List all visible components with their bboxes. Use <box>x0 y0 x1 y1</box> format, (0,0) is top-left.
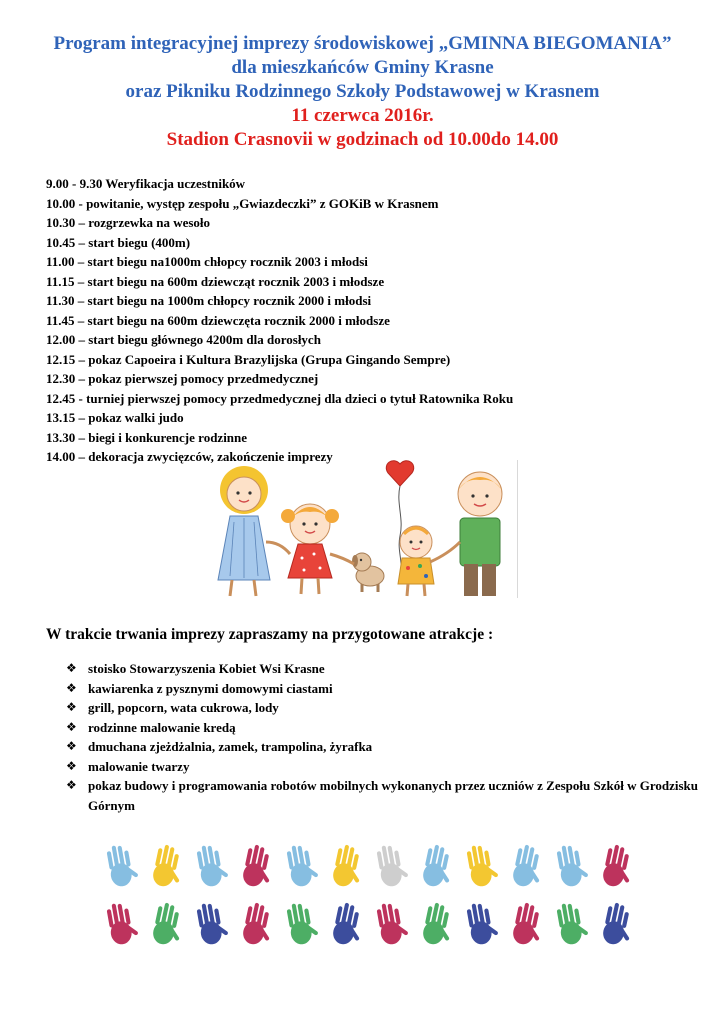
schedule-item: 12.00 – start biegu głównego 4200m dla dorosłych <box>46 332 321 347</box>
attraction-text: kawiarenka z pysznymi domowymi ciastami <box>88 680 333 696</box>
schedule-item: 12.30 – pokaz pierwszej pomocy przedmedycznej <box>46 371 319 386</box>
diamond-bullet-icon: ❖ <box>66 739 77 753</box>
header-date: 11 czerwca 2016r. <box>291 105 434 126</box>
document-header <box>0 32 725 152</box>
handprint-icon <box>376 900 410 946</box>
list-item <box>66 698 716 718</box>
schedule-item: 12.45 - turniej pierwszej pomocy przedmedycznej dla dzieci o tytuł Ratownika Roku <box>46 390 514 406</box>
handprint-icon <box>331 901 367 947</box>
diamond-bullet-icon: ❖ <box>66 778 77 792</box>
diamond-bullet-icon: ❖ <box>66 661 77 675</box>
handprint-icon <box>556 842 590 888</box>
handprint-icon <box>511 843 547 889</box>
schedule-item: 11.15 – start biegu na 600m dziewcząt rocznik 2003 i młodsze <box>46 273 385 289</box>
handprint-icon <box>376 842 410 888</box>
handprint-icon <box>106 900 140 946</box>
schedule-item: 13.30 – biegi i konkurencje rodzinne <box>46 429 248 445</box>
handprint-icon <box>151 843 187 889</box>
handprint-icon <box>556 900 590 946</box>
attractions-list <box>66 659 716 815</box>
handprint-icon <box>421 901 457 947</box>
schedule-item: 9.00 - 9.30 Weryfikacja uczestników <box>46 176 246 191</box>
schedule-item: 11.00 – start biegu na1000m chłopcy rocznik 2003 i młodsi <box>46 254 368 269</box>
list-item <box>66 737 716 757</box>
attraction-text: stoisko Stowarzyszenia Kobiet Wsi Krasne <box>88 661 325 676</box>
family-illustration-icon <box>204 458 520 600</box>
attractions-heading: W trakcie trwania imprezy zapraszamy na przygotowane atrakcje : <box>46 626 494 643</box>
event-schedule <box>46 174 716 467</box>
diamond-bullet-icon: ❖ <box>66 700 77 714</box>
attraction-text: grill, popcorn, wata cukrowa, lody <box>88 700 279 715</box>
list-item <box>66 776 716 815</box>
diamond-bullet-icon: ❖ <box>66 680 77 695</box>
attraction-text: rodzinne malowanie kredą <box>88 719 236 735</box>
header-title-line: Program integracyjnej imprezy środowiskowej „GMINNA BIEGOMANIA” <box>53 33 672 54</box>
schedule-item: 12.15 – pokaz Capoeira i Kultura Brazylijska (Grupa Gingando Sempre) <box>46 351 451 367</box>
handprint-icon <box>196 842 230 888</box>
handprint-icon <box>241 843 277 889</box>
handprint-icon <box>286 842 320 888</box>
header-venue-hours: Stadion Crasnovii w godzinach od 10.00do 14.00 <box>166 129 559 150</box>
handprint-icon <box>331 843 367 889</box>
list-item <box>66 659 716 679</box>
attraction-text: malowanie twarzy <box>88 758 190 774</box>
illustration-divider <box>517 460 518 598</box>
handprint-icon <box>196 900 230 946</box>
schedule-item: 13.15 – pokaz walki judo <box>46 410 184 425</box>
schedule-item: 14.00 – dekoracja zwycięzców, zakończenie imprezy <box>46 449 333 464</box>
schedule-item: 10.45 – start biegu (400m) <box>46 234 191 250</box>
handprint-icon <box>466 842 500 888</box>
schedule-item: 10.30 – rozgrzewka na wesoło <box>46 215 211 230</box>
handprint-icon <box>151 901 187 947</box>
header-subtitle-line: dla mieszkańców Gminy Krasne <box>231 57 494 78</box>
header-picnic-line: oraz Pikniku Rodzinnego Szkoły Podstawowej w Krasnem <box>125 81 600 102</box>
handprint-icon <box>511 901 547 947</box>
handprint-icon <box>466 900 500 946</box>
handprint-icon <box>421 843 457 889</box>
schedule-item: 11.30 – start biegu na 1000m chłopcy rocznik 2000 i młodsi <box>46 293 372 308</box>
handprint-icon <box>601 843 637 889</box>
list-item <box>66 757 716 777</box>
handprint-icon <box>601 901 637 947</box>
diamond-bullet-icon: ❖ <box>66 758 77 773</box>
diamond-bullet-icon: ❖ <box>66 719 77 734</box>
handprint-icon <box>106 842 140 888</box>
handprints-decoration-icon <box>100 838 640 958</box>
list-item <box>66 718 716 738</box>
handprint-icon <box>241 901 277 947</box>
attraction-text: dmuchana zjeżdżalnia, zamek, trampolina, żyrafka <box>88 739 373 754</box>
attraction-text: pokaz budowy i programowania robotów mobilnych wykonanych przez uczniów z Zespołu Szkół w Grodzisku Górnym <box>88 778 698 813</box>
schedule-item: 10.00 - powitanie, występ zespołu „Gwiazdeczki” z GOKiB w Krasnem <box>46 195 439 211</box>
schedule-item: 11.45 – start biegu na 600m dziewczęta rocznik 2000 i młodsze <box>46 312 390 328</box>
handprint-icon <box>286 900 320 946</box>
list-item <box>66 679 716 699</box>
